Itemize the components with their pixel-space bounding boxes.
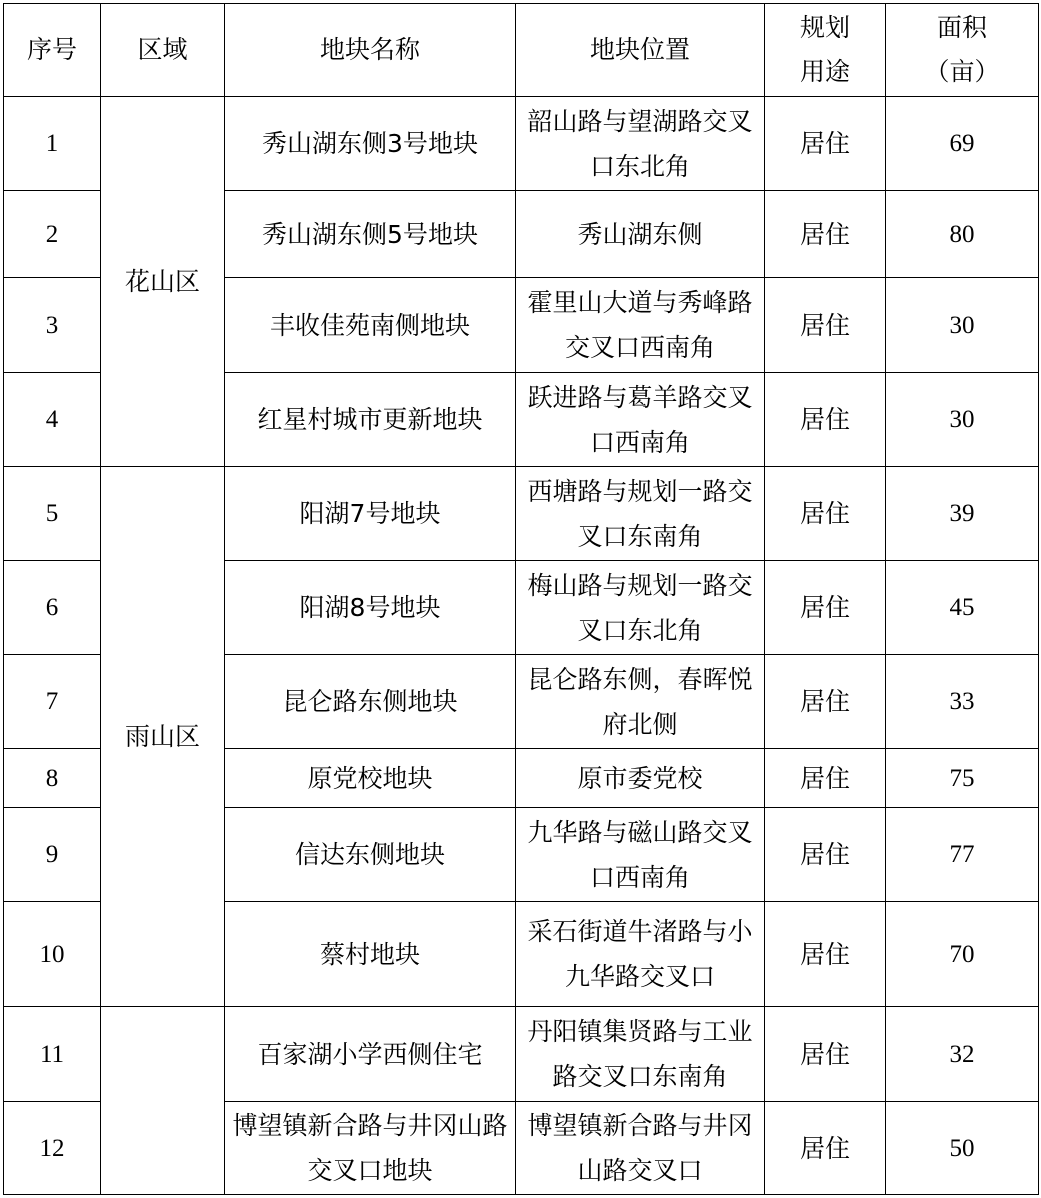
row-area: 33 [886,655,1039,749]
row-location: 原市委党校 [516,749,765,808]
row-index: 10 [4,902,101,1007]
row-location: 采石街道牛渚路与小九华路交叉口 [516,902,765,1007]
header-district: 区域 [101,4,225,97]
row-location: 秀山湖东侧 [516,191,765,278]
row-index: 1 [4,97,101,191]
header-location: 地块位置 [516,4,765,97]
row-index: 8 [4,749,101,808]
header-index: 序号 [4,4,101,97]
table-header-row [4,4,1039,97]
header-area-line1: 面积 [936,13,987,42]
row-index: 7 [4,655,101,749]
row-name: 丰收佳苑南侧地块 [225,278,516,373]
row-use: 居住 [765,1102,886,1195]
row-area: 70 [886,902,1039,1007]
row-name: 蔡村地块 [225,902,516,1007]
row-index: 12 [4,1102,101,1195]
row-use: 居住 [765,561,886,655]
row-name: 红星村城市更新地块 [225,373,516,467]
table-row [4,1007,1039,1102]
header-area-line2: （亩） [924,57,1000,86]
row-location: 九华路与磁山路交叉口西南角 [516,808,765,902]
row-name: 百家湖小学西侧住宅 [225,1007,516,1102]
row-area: 50 [886,1102,1039,1195]
row-name: 阳湖8号地块 [225,561,516,655]
header-use-line2: 用途 [799,57,850,86]
row-name: 原党校地块 [225,749,516,808]
row-location: 霍里山大道与秀峰路交叉口西南角 [516,278,765,373]
row-area: 30 [886,373,1039,467]
row-use: 居住 [765,97,886,191]
row-index: 3 [4,278,101,373]
row-index: 6 [4,561,101,655]
row-index: 9 [4,808,101,902]
district-cell-empty [101,1007,225,1195]
row-location: 梅山路与规划一路交叉口东北角 [516,561,765,655]
row-area: 45 [886,561,1039,655]
header-name: 地块名称 [225,4,516,97]
header-area [886,4,1039,97]
district-cell: 花山区 [101,97,225,467]
row-name: 阳湖7号地块 [225,467,516,561]
land-parcel-table [3,3,1039,1195]
row-use: 居住 [765,655,886,749]
row-use: 居住 [765,1007,886,1102]
row-location: 跃进路与葛羊路交叉口西南角 [516,373,765,467]
row-use: 居住 [765,191,886,278]
row-use: 居住 [765,373,886,467]
row-area: 69 [886,97,1039,191]
row-name: 博望镇新合路与井冈山路交叉口地块 [225,1102,516,1195]
row-use: 居住 [765,278,886,373]
row-index: 5 [4,467,101,561]
row-area: 75 [886,749,1039,808]
row-area: 32 [886,1007,1039,1102]
row-use: 居住 [765,749,886,808]
header-use-line1: 规划 [799,13,850,42]
row-location: 西塘路与规划一路交叉口东南角 [516,467,765,561]
table-row [4,467,1039,561]
row-name: 昆仑路东侧地块 [225,655,516,749]
row-index: 11 [4,1007,101,1102]
row-area: 39 [886,467,1039,561]
row-use: 居住 [765,902,886,1007]
row-use: 居住 [765,467,886,561]
row-name: 秀山湖东侧5号地块 [225,191,516,278]
row-area: 80 [886,191,1039,278]
row-index: 4 [4,373,101,467]
header-use [765,4,886,97]
row-name: 秀山湖东侧3号地块 [225,97,516,191]
table-row [4,97,1039,191]
row-location: 韶山路与望湖路交叉口东北角 [516,97,765,191]
row-name: 信达东侧地块 [225,808,516,902]
row-location: 丹阳镇集贤路与工业路交叉口东南角 [516,1007,765,1102]
district-cell: 雨山区 [101,467,225,1007]
row-use: 居住 [765,808,886,902]
row-index: 2 [4,191,101,278]
row-location: 昆仑路东侧，春晖悦府北侧 [516,655,765,749]
row-area: 30 [886,278,1039,373]
row-location: 博望镇新合路与井冈山路交叉口 [516,1102,765,1195]
row-area: 77 [886,808,1039,902]
